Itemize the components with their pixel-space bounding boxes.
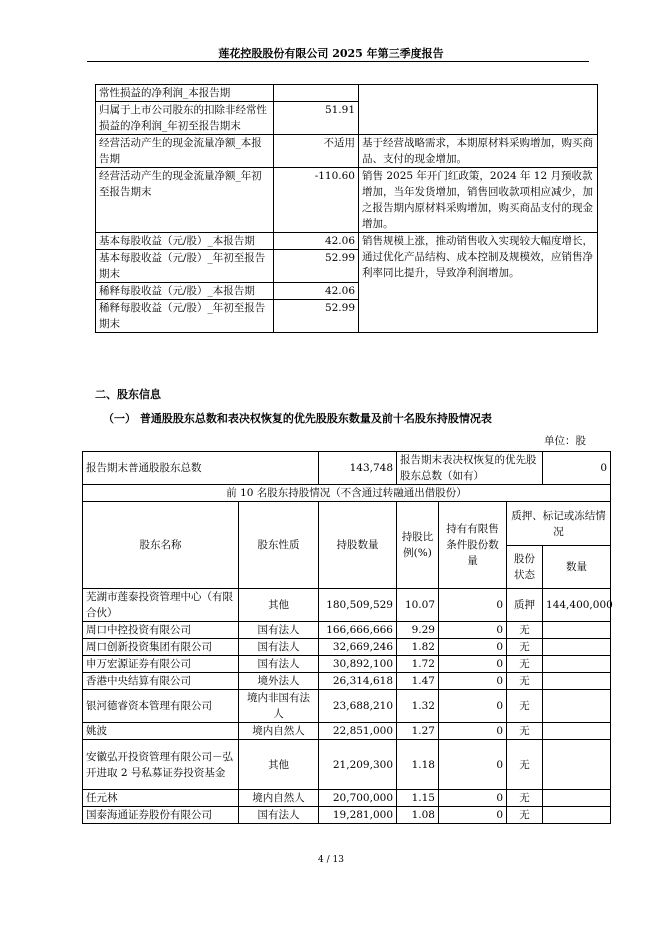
holder-status: 无 <box>507 622 543 639</box>
page-number: 4 / 13 <box>318 855 344 865</box>
holder-ratio: 1.82 <box>397 639 439 656</box>
holder-shares: 19,281,000 <box>319 807 397 824</box>
table-row <box>83 723 611 740</box>
header-shares: 持股数量 <box>319 502 397 589</box>
holder-restricted: 0 <box>439 690 507 723</box>
value-cell: 42.06 <box>274 283 359 300</box>
holder-qty <box>543 690 611 723</box>
header-qty: 数量 <box>543 546 611 589</box>
value-cell: -110.60 <box>274 168 359 233</box>
reason-cell: 销售 2025 年开门红政策，2024 年 12 月预收款增加，当年发货增加，销售回收款项相应减少，加之报告期内原材料采购增加，购买商品支付的现金增加。 <box>359 168 598 233</box>
table-row <box>96 135 598 168</box>
value-cell: 42.06 <box>274 233 359 250</box>
unit-label: 单位：股 <box>544 435 586 447</box>
holder-status: 无 <box>507 656 543 673</box>
section-title: 二、股东信息 <box>95 388 161 401</box>
holder-name: 姚波 <box>83 723 239 740</box>
table-row <box>83 807 611 824</box>
top10-caption-row <box>83 485 611 502</box>
table-row <box>83 622 611 639</box>
reason-cell <box>359 85 598 135</box>
holder-status: 无 <box>507 639 543 656</box>
holder-qty <box>543 673 611 690</box>
value-cell: 51.91 <box>274 102 359 135</box>
holder-restricted: 0 <box>439 639 507 656</box>
holder-nature: 境内自然人 <box>239 723 319 740</box>
holder-status: 无 <box>507 673 543 690</box>
header-name: 股东名称 <box>83 502 239 589</box>
holder-shares: 22,851,000 <box>319 723 397 740</box>
item-cell: 经营活动产生的现金流量净额_本报告期 <box>96 135 274 168</box>
holder-ratio: 10.07 <box>397 589 439 622</box>
item-cell: 归属于上市公司股东的扣除非经常性损益的净利润_年初至报告期末 <box>96 102 274 135</box>
item-cell: 稀释每股收益（元/股）_本报告期 <box>96 283 274 300</box>
holder-status: 质押 <box>507 589 543 622</box>
holder-ratio: 1.47 <box>397 673 439 690</box>
holder-name: 安徽弘开投资管理有限公司－弘开进取 2 号私募证券投资基金 <box>83 740 239 790</box>
holder-nature: 国有法人 <box>239 639 319 656</box>
holder-restricted: 0 <box>439 790 507 807</box>
section-subtitle: （一） 普通股股东总数和表决权恢复的优先股股东数量及前十名股东持股情况表 <box>103 412 492 425</box>
total-label: 报告期末普通股股东总数 <box>83 452 319 485</box>
holder-ratio: 1.15 <box>397 790 439 807</box>
holder-qty <box>543 740 611 790</box>
holder-restricted: 0 <box>439 807 507 824</box>
table-row <box>83 790 611 807</box>
item-cell: 稀释每股收益（元/股）_年初至报告期末 <box>96 300 274 333</box>
holder-restricted: 0 <box>439 622 507 639</box>
table-row <box>83 740 611 790</box>
holder-nature: 境外法人 <box>239 673 319 690</box>
header-row <box>83 502 611 546</box>
holder-ratio: 1.08 <box>397 807 439 824</box>
table-row <box>83 639 611 656</box>
header-status: 股份状态 <box>507 546 543 589</box>
shareholder-table <box>82 451 611 824</box>
holder-shares: 26,314,618 <box>319 673 397 690</box>
holder-ratio: 1.72 <box>397 656 439 673</box>
holder-shares: 180,509,529 <box>319 589 397 622</box>
holder-restricted: 0 <box>439 656 507 673</box>
holder-qty <box>543 656 611 673</box>
holder-restricted: 0 <box>439 589 507 622</box>
holder-ratio: 1.27 <box>397 723 439 740</box>
holder-status: 无 <box>507 790 543 807</box>
holder-name: 周口创新投资集团有限公司 <box>83 639 239 656</box>
holder-shares: 32,669,246 <box>319 639 397 656</box>
holder-nature: 其他 <box>239 589 319 622</box>
holder-shares: 21,209,300 <box>319 740 397 790</box>
holder-nature: 国有法人 <box>239 656 319 673</box>
holder-shares: 23,688,210 <box>319 690 397 723</box>
holder-qty <box>543 639 611 656</box>
header-divider <box>87 61 589 62</box>
holder-name: 申万宏源证券有限公司 <box>83 656 239 673</box>
pref-label: 报告期末表决权恢复的优先股股东总数（如有） <box>397 452 543 485</box>
holder-shares: 166,666,666 <box>319 622 397 639</box>
page-header: 莲花控股股份有限公司 2025 年第三季度报告 <box>218 47 444 60</box>
holder-nature: 其他 <box>239 740 319 790</box>
holder-name: 香港中央结算有限公司 <box>83 673 239 690</box>
table-row <box>96 168 598 233</box>
table-row <box>83 656 611 673</box>
total-row <box>83 452 611 485</box>
table-row <box>83 589 611 622</box>
holder-name: 芜湖市莲泰投资管理中心（有限合伙） <box>83 589 239 622</box>
holder-name: 任元林 <box>83 790 239 807</box>
header-ratio: 持股比例(%) <box>397 502 439 589</box>
holder-name: 银河德睿资本管理有限公司 <box>83 690 239 723</box>
item-cell: 基本每股收益（元/股）_年初至报告期末 <box>96 250 274 283</box>
item-cell: 常性损益的净利润_本报告期 <box>96 85 274 102</box>
value-cell: 52.99 <box>274 300 359 333</box>
header-nature: 股东性质 <box>239 502 319 589</box>
table-row <box>83 690 611 723</box>
value-cell: 不适用 <box>274 135 359 168</box>
holder-qty <box>543 807 611 824</box>
reason-cell: 基于经营战略需求，本期原材料采购增加，购买商品、支付的现金增加。 <box>359 135 598 168</box>
total-value: 143,748 <box>319 452 397 485</box>
holder-ratio: 9.29 <box>397 622 439 639</box>
table-row <box>83 673 611 690</box>
holder-qty <box>543 622 611 639</box>
holder-status: 无 <box>507 807 543 824</box>
top10-caption: 前 10 名股东持股情况（不含通过转融通出借股份） <box>83 485 611 502</box>
item-cell: 基本每股收益（元/股）_本报告期 <box>96 233 274 250</box>
holder-restricted: 0 <box>439 673 507 690</box>
holder-qty: 144,400,000 <box>543 589 611 622</box>
holder-name: 周口中控投资有限公司 <box>83 622 239 639</box>
holder-nature: 国有法人 <box>239 807 319 824</box>
holder-nature: 境内自然人 <box>239 790 319 807</box>
holder-restricted: 0 <box>439 723 507 740</box>
table-row <box>96 85 598 102</box>
header-pledge: 质押、标记或冻结情况 <box>507 502 611 546</box>
pref-value: 0 <box>543 452 611 485</box>
profit-change-table <box>95 84 598 333</box>
holder-qty <box>543 790 611 807</box>
holder-qty <box>543 723 611 740</box>
table-row <box>96 233 598 250</box>
holder-ratio: 1.18 <box>397 740 439 790</box>
holder-restricted: 0 <box>439 740 507 790</box>
holder-ratio: 1.32 <box>397 690 439 723</box>
value-cell: 52.99 <box>274 250 359 283</box>
holder-name: 国泰海通证券股份有限公司 <box>83 807 239 824</box>
value-cell <box>274 85 359 102</box>
holder-shares: 20,700,000 <box>319 790 397 807</box>
header-restricted: 持有有限售条件股份数量 <box>439 502 507 589</box>
holder-nature: 境内非国有法人 <box>239 690 319 723</box>
holder-status: 无 <box>507 740 543 790</box>
holder-status: 无 <box>507 690 543 723</box>
reason-cell: 销售规模上涨，推动销售收入实现较大幅度增长，通过优化产品结构、成本控制及规模效，应销售净利率同比提升，导致净利润增加。 <box>359 233 598 333</box>
holder-status: 无 <box>507 723 543 740</box>
holder-nature: 国有法人 <box>239 622 319 639</box>
holder-shares: 30,892,100 <box>319 656 397 673</box>
item-cell: 经营活动产生的现金流量净额_年初至报告期末 <box>96 168 274 233</box>
